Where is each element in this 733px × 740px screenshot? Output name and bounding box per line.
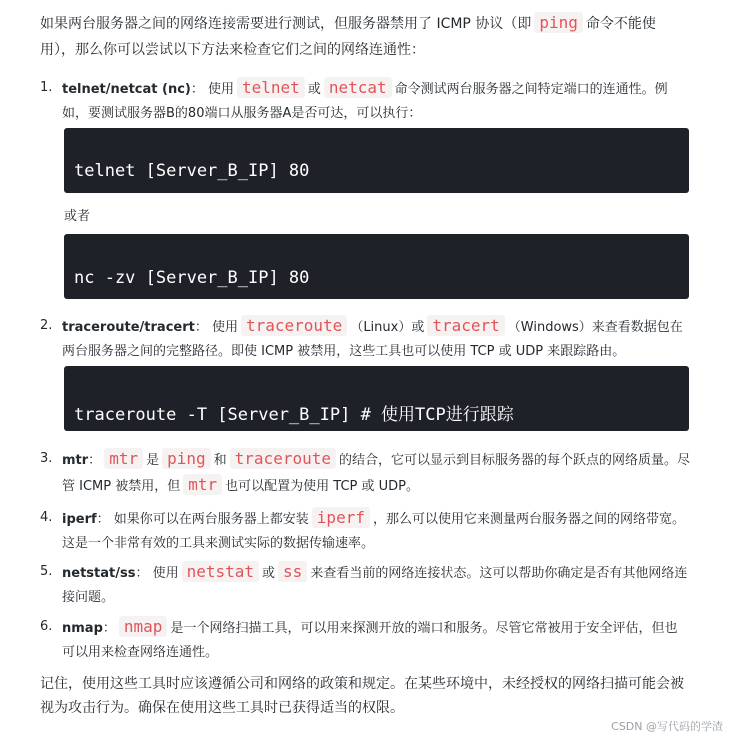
item-text: ： 如果你可以在两台服务器上都安装 xyxy=(96,512,309,527)
list-number: 3. xyxy=(40,451,53,466)
item-title: iperf xyxy=(62,512,97,527)
code-block-nc xyxy=(64,234,689,299)
intro-text-2: 命令不能使用），那么你可以尝试以下方法来检查它们之间的网络连通性： xyxy=(40,16,656,58)
item-text: 命令测试两台服务器之间特定端口的连通性。例如，要测试服务器B的80端口从服务器A是否可达，可以执行： xyxy=(62,82,668,121)
item-title: nmap xyxy=(62,621,103,636)
inline-code: ping xyxy=(534,12,583,33)
item-text: 的结合，它可以显示到目标服务器的每个跃点的网络质量。尽管 ICMP 被禁用，但 xyxy=(62,453,690,494)
list-number: 6. xyxy=(40,619,53,634)
item-text: 也可以配置为使用 TCP 或 UDP。 xyxy=(225,479,419,494)
item-title: netstat/ss xyxy=(62,566,136,581)
code-block-traceroute xyxy=(64,366,689,431)
item-text: 是 xyxy=(146,453,160,468)
inline-code: ss xyxy=(278,561,307,582)
list-item-iperf xyxy=(40,506,690,556)
code-line: traceroute -T [Server_B_IP] # 使用TCP进行跟踪 xyxy=(74,405,514,425)
list-item-traceroute xyxy=(40,314,690,364)
inline-code: mtr xyxy=(104,448,143,469)
inline-code: nmap xyxy=(119,616,168,637)
closing-paragraph: 记住，使用这些工具时应该遵循公司和网络的政策和规定。在某些环境中，未经授权的网络扫描可能会被视为攻击行为。确保在使用这些工具时已获得适当的权限。 xyxy=(40,676,684,716)
item-text: 和 xyxy=(213,453,227,468)
intro-text-1: 如果两台服务器之间的网络连接需要进行测试，但服务器禁用了 ICMP 协议（即 xyxy=(40,16,532,32)
item-text: 或 xyxy=(307,82,321,97)
inline-code: traceroute xyxy=(230,448,336,469)
item-text: ： 使用 xyxy=(194,320,238,335)
list-number: 4. xyxy=(40,510,53,525)
inline-code: ping xyxy=(162,448,211,469)
item-text: 或 xyxy=(262,566,276,581)
item-text: （Windows）来查看数据包在两台服务器之间的完整路径。即使 ICMP 被禁用，这些工具也可以使用 TCP 或 UDP 来跟踪路由。 xyxy=(62,320,683,359)
item-text: ： xyxy=(88,453,102,468)
list-number: 5. xyxy=(40,564,53,579)
inline-code: iperf xyxy=(312,507,370,528)
list-number: 2. xyxy=(40,318,53,333)
item-text: ： 使用 xyxy=(135,566,179,581)
intro-paragraph xyxy=(40,10,690,63)
item-text: ： xyxy=(102,621,116,636)
list-item-nmap xyxy=(40,615,690,665)
item-title: traceroute/tracert xyxy=(62,320,195,335)
item-title: mtr xyxy=(62,453,89,468)
or-text: 或者 xyxy=(64,209,91,224)
item-title: telnet/netcat (nc) xyxy=(62,82,191,97)
watermark: CSDN @写代码的学渣 xyxy=(611,720,723,733)
item-text: （Linux）或 xyxy=(350,320,425,335)
list-item-telnet xyxy=(40,76,690,126)
inline-code: netcat xyxy=(324,77,392,98)
inline-code: tracert xyxy=(427,315,504,336)
inline-code: mtr xyxy=(183,474,222,495)
code-line: telnet [Server_B_IP] 80 xyxy=(74,161,310,181)
list-number: 1. xyxy=(40,80,53,95)
inline-code: netstat xyxy=(182,561,259,582)
item-text: ，那么可以使用它来测量两台服务器之间的网络带宽。这是一个非常有效的工具来测试实际的数据传输速率。 xyxy=(62,512,685,551)
item-text: ： 使用 xyxy=(190,82,235,97)
inline-code: telnet xyxy=(237,77,305,98)
item-text: 来查看当前的网络连接状态。这可以帮助你确定是否有其他网络连接问题。 xyxy=(62,566,688,605)
list-item-mtr xyxy=(40,447,690,499)
inline-code: traceroute xyxy=(241,315,347,336)
item-text: 是一个网络扫描工具，可以用来探测开放的端口和服务。尽管它常被用于安全评估，但也可以用来检查网络连通性。 xyxy=(62,621,678,660)
code-line: nc -zv [Server_B_IP] 80 xyxy=(74,268,310,288)
list-item-netstat xyxy=(40,560,690,610)
code-block-telnet xyxy=(64,128,689,193)
